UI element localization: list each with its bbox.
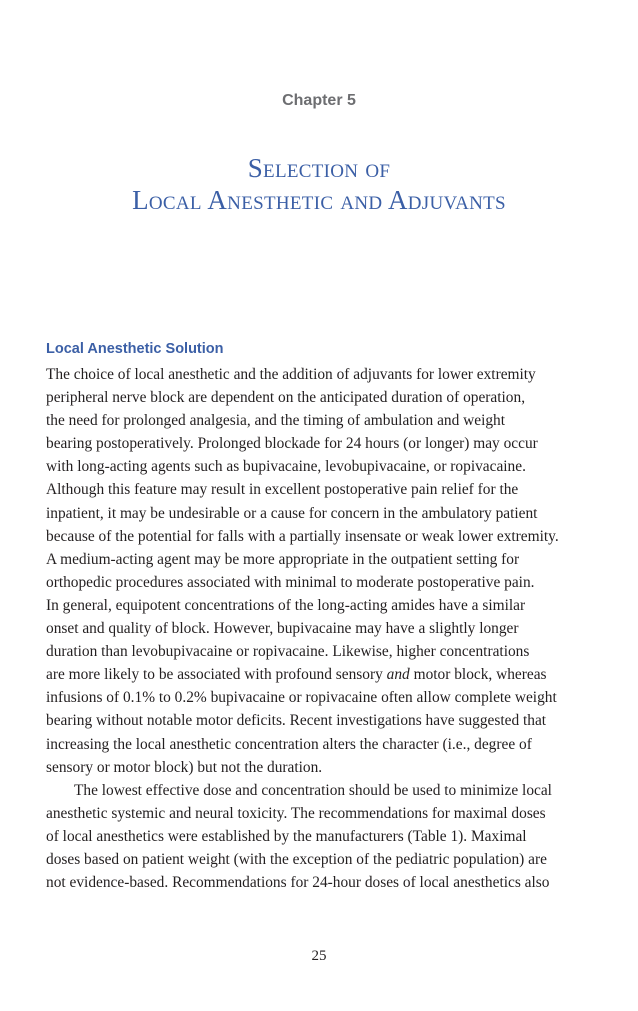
text-line: The choice of local anesthetic and the addition of adjuvants for lower extremity [46,366,536,383]
text-line: Although this feature may result in excellent postoperative pain relief for the [46,481,519,499]
text-line: inpatient, it may be undesirable or a cause for concern in the ambulatory patient [46,504,538,522]
chapter-label: Chapter 5 [282,92,356,109]
emphasis-and: and [386,666,410,684]
page-number: 25 [311,948,327,964]
text-line: bearing without notable motor deficits. Recent investigations have suggested that [46,712,547,730]
text-segment: are more likely to be associated with profound sensory [46,666,383,684]
text-line: duration than levobupivacaine or ropivacaine. Likewise, higher concentrations [46,643,530,661]
text-segment: motor block, whereas [413,666,547,684]
text-line: with long-acting agents such as bupivacaine, levobupivacaine, or ropivacaine. [46,458,526,476]
text-line: doses based on patient weight (with the exception of the pediatric population) are [46,850,547,868]
text-line: of local anesthetics were established by the manufacturers (Table 1). Maximal [46,827,527,845]
text-line: anesthetic systemic and neural toxicity. The recommendations for maximal doses [46,804,546,822]
text-line: orthopedic procedures associated with minimal to moderate postoperative pain. [46,573,535,591]
chapter-title-line-2: Local Anesthetic and Adjuvants [132,185,506,215]
text-line [46,663,606,686]
text-line: infusions of 0.1% to 0.2% bupivacaine or ropivacaine often allow complete weight [46,689,557,707]
body-text [46,363,606,894]
text-line: the need for prolonged analgesia, and the timing of ambulation and weight [46,412,506,430]
text-line: A medium-acting agent may be more appropriate in the outpatient setting for [46,550,520,568]
text-line: In general, equipotent concentrations of the long-acting amides have a similar [46,596,526,614]
text-line: bearing postoperatively. Prolonged blockade for 24 hours (or longer) may occur [46,435,538,453]
text-line: increasing the local anesthetic concentration alters the character (i.e., degree of [46,735,532,753]
chapter-title-line-1: Selection of [247,153,391,183]
text-line: because of the potential for falls with a partially insensate or weak lower extremity. [46,527,559,545]
text-line: not evidence-based. Recommendations for 24-hour doses of local anesthetics also [46,874,550,892]
chapter-title [0,152,638,216]
text-line: onset and quality of block. However, bupivacaine may have a slightly longer [46,620,519,638]
text-line: sensory or motor block) but not the duration. [46,758,323,776]
text-line: peripheral nerve block are dependent on the anticipated duration of operation, [46,389,526,407]
section-heading: Local Anesthetic Solution [46,341,224,357]
text-line: The lowest effective dose and concentration should be used to minimize local [74,781,552,799]
